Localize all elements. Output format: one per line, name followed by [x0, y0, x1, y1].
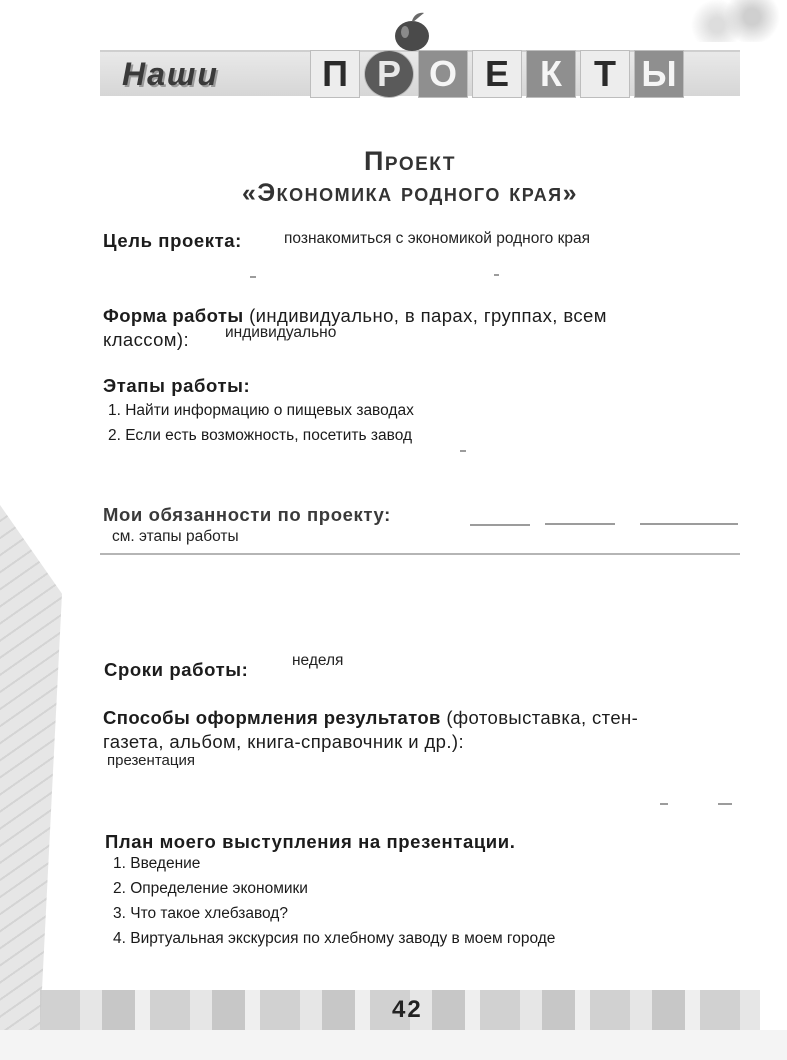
form-label: Форма работы	[103, 305, 244, 326]
plan-list	[113, 851, 555, 951]
form-paragraph	[103, 304, 739, 328]
bottom-edge-decoration	[0, 1030, 787, 1060]
results-label: Способы оформления результатов	[103, 707, 441, 728]
list-item: 2. Определение экономики	[113, 880, 308, 897]
answer-line	[545, 523, 615, 525]
results-answer: презентация	[107, 752, 195, 769]
page-title	[150, 146, 670, 208]
duties-answer: см. этапы работы	[112, 528, 239, 545]
deadline-answer: неделя	[292, 652, 344, 669]
list-item: 1. Найти информацию о пищевых заводах	[108, 402, 414, 419]
page-number: 42	[392, 996, 423, 1023]
form-answer: индивидуально	[225, 324, 337, 341]
title-line-2: «Экономика родного края»	[241, 179, 579, 207]
list-item: 1. Введение	[113, 855, 201, 872]
stages-list	[108, 398, 414, 448]
apple-icon	[390, 10, 434, 54]
duties-label: Мои обязанности по проекту:	[103, 504, 391, 525]
goal-answer: познакомиться с экономикой родного края	[284, 230, 590, 247]
header-letter: П	[310, 50, 360, 98]
header-letter: К	[526, 50, 576, 98]
header-letter: Р	[364, 50, 414, 98]
deadline-label: Сроки работы:	[104, 659, 249, 680]
answer-line	[100, 553, 740, 555]
header-letter: Ы	[634, 50, 684, 98]
results-hint-2: газета, альбом, книга-справочник и др.):	[103, 731, 465, 752]
list-item: 2. Если есть возможность, посетить завод	[108, 427, 413, 444]
answer-line	[250, 276, 256, 278]
stages-label: Этапы работы:	[103, 375, 251, 396]
title-line-1: Проект	[364, 146, 456, 176]
form-hint-1: (индивидуально, в парах, группах, всем	[249, 305, 607, 326]
form-hint-2: классом):	[103, 329, 190, 350]
header-letters	[310, 50, 684, 98]
answer-line	[470, 524, 530, 526]
header-nashi-text: Наши	[122, 56, 219, 92]
goal-label: Цель проекта:	[103, 230, 242, 251]
answer-line	[660, 803, 668, 805]
list-item: 4. Виртуальная экскурсия по хлебному заводу в моем городе	[113, 930, 556, 947]
answer-line	[718, 803, 732, 805]
header-letter: О	[418, 50, 468, 98]
header-letter: Е	[472, 50, 522, 98]
notebook-corner-decoration	[0, 505, 62, 1060]
section-header-banner	[100, 28, 740, 98]
answer-line	[640, 523, 738, 525]
answer-line	[460, 450, 466, 452]
plan-label: План моего выступления на презентации.	[105, 831, 516, 852]
answer-line	[494, 274, 499, 276]
list-item: 3. Что такое хлебзавод?	[113, 905, 288, 922]
results-paragraph	[103, 706, 739, 730]
header-letter: Т	[580, 50, 630, 98]
results-hint-1: (фотовыставка, стен-	[446, 707, 639, 728]
